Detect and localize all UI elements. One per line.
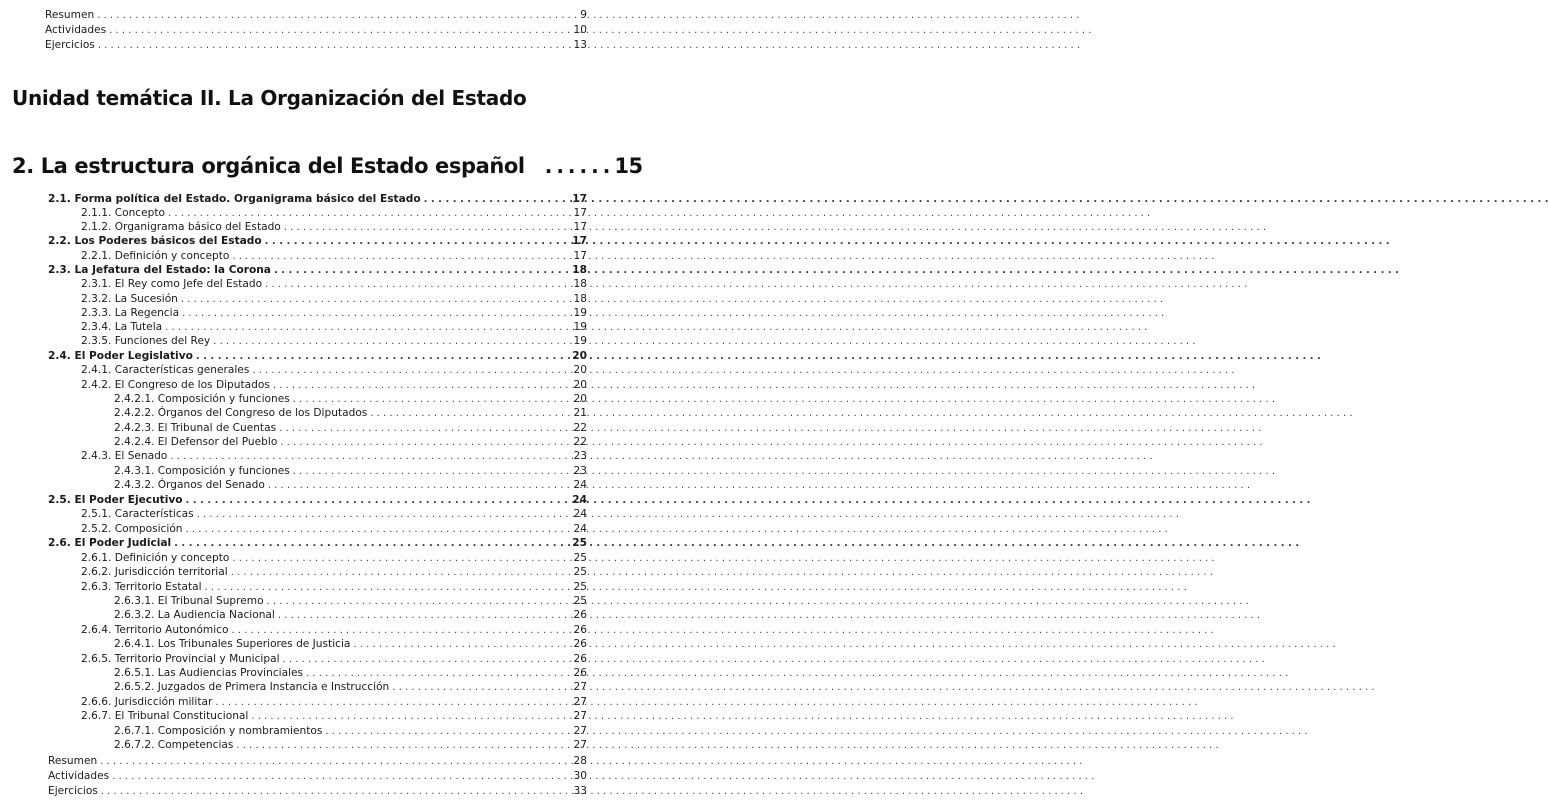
dot-leader — [251, 710, 561, 723]
toc-entry-label: 2.4.3.1. Composición y funciones — [114, 465, 290, 477]
dot-leader — [98, 39, 561, 52]
dot-leader — [213, 335, 561, 348]
dot-leader — [293, 393, 561, 406]
toc-entry-label: Resumen — [45, 9, 95, 21]
toc-entry-label: 2.3. La Jefatura del Estado: la Corona — [48, 264, 271, 276]
toc-entry-page: 18 — [573, 278, 587, 290]
toc-entry-ejercicios-bottom[interactable] — [48, 784, 600, 798]
toc-entry-label: 2.6.3. Territorio Estatal — [81, 581, 202, 593]
toc-entry[interactable] — [114, 637, 600, 651]
toc-entry[interactable] — [114, 464, 600, 478]
toc-entry[interactable] — [81, 623, 600, 637]
toc-entry-page: 27 — [573, 681, 587, 693]
toc-entry[interactable] — [81, 206, 600, 220]
dot-leader — [112, 770, 561, 783]
toc-entry-page: 18 — [572, 264, 587, 276]
toc-entry[interactable] — [48, 263, 600, 277]
toc-entry[interactable] — [81, 449, 600, 463]
toc-entry-page: 23 — [573, 450, 587, 462]
toc-entry-label: Actividades — [48, 770, 110, 782]
toc-entry-page: 27 — [573, 696, 587, 708]
dot-leader — [370, 407, 561, 420]
toc-entry-label: 2.6.5.1. Las Audiencias Provinciales — [114, 667, 304, 679]
toc-entry-label: 2.3.2. La Sucesión — [81, 293, 178, 305]
chapter-page: 15 — [614, 154, 643, 178]
toc-entry[interactable] — [81, 551, 600, 565]
toc-entry-label: 2.3.5. Funciones del Rey — [81, 335, 211, 347]
toc-entry-page: 25 — [573, 595, 587, 607]
toc-entry-label: 2.3.3. La Regencia — [81, 307, 180, 319]
toc-entry-label: 2.6.7. El Tribunal Constitucional — [81, 710, 249, 722]
toc-entry-page: 18 — [573, 293, 587, 305]
toc-entry[interactable] — [81, 306, 600, 320]
toc-entry-page: 24 — [573, 523, 587, 535]
toc-entry-label: 2.6.4. Territorio Autonómico — [81, 624, 229, 636]
toc-entry[interactable] — [114, 594, 600, 608]
toc-entry[interactable] — [81, 220, 600, 234]
toc-entry[interactable] — [114, 666, 600, 680]
toc-entry[interactable] — [81, 580, 600, 594]
toc-entry-label: 2.6.7.1. Composición y nombramientos — [114, 725, 323, 737]
toc-entry-label: 2.4.2.2. Órganos del Congreso de los Diputados — [114, 407, 368, 419]
toc-entry-page: 27 — [573, 710, 587, 722]
toc-entry-label: 2.3.4. La Tutela — [81, 321, 163, 333]
toc-entry-page: 17 — [572, 193, 587, 205]
toc-entry[interactable] — [81, 292, 600, 306]
toc-entry-page: 10 — [573, 24, 587, 36]
toc-entry-page: 25 — [573, 566, 587, 578]
dot-leader — [215, 696, 561, 709]
toc-entry-page: 28 — [573, 755, 587, 767]
toc-entry-label: 2.3.1. El Rey como Jefe del Estado — [81, 278, 263, 290]
dot-leader — [101, 785, 561, 798]
toc-entry-page: 24 — [573, 508, 587, 520]
toc-entry-page: 19 — [573, 307, 587, 319]
toc-entry-page: 27 — [573, 739, 587, 751]
toc-entry[interactable] — [81, 277, 600, 291]
toc-entry[interactable] — [81, 363, 600, 377]
dot-leader — [274, 264, 561, 277]
toc-entry-page: 26 — [573, 638, 587, 650]
toc-entry-page: 17 — [573, 250, 587, 262]
toc-entry-page: 17 — [573, 221, 587, 233]
dot-leader — [170, 450, 561, 463]
toc-entry-label: 2.5.1. Características — [81, 508, 194, 520]
dot-leader — [252, 364, 561, 377]
toc-entry-page: 27 — [573, 725, 587, 737]
dot-leader — [100, 755, 561, 768]
toc-entry-resumen-top[interactable] — [45, 8, 600, 22]
toc-entry-label: 2.6.3.1. El Tribunal Supremo — [114, 595, 264, 607]
toc-entry-label: 2.6.5. Territorio Provincial y Municipal — [81, 653, 280, 665]
toc-entry-label: 2.4.3.2. Órganos del Senado — [114, 479, 265, 491]
toc-entry-actividades-top[interactable] — [45, 23, 600, 37]
toc-entry-page: 26 — [573, 624, 587, 636]
toc-entry-page: 25 — [572, 537, 587, 549]
dot-leader — [182, 307, 561, 320]
dot-leader — [168, 207, 561, 220]
toc-entry[interactable] — [48, 536, 600, 550]
toc-entry-page: 20 — [573, 364, 587, 376]
dot-leader — [268, 479, 561, 492]
toc-entry-label: 2.4.1. Características generales — [81, 364, 250, 376]
dot-leader — [205, 581, 561, 594]
dot-leader — [353, 638, 561, 651]
dot-leader — [280, 436, 561, 449]
toc-entry-page: 22 — [573, 422, 587, 434]
toc-entry-page: 17 — [573, 207, 587, 219]
toc-entry[interactable] — [48, 493, 600, 507]
toc-entry[interactable] — [81, 507, 600, 521]
toc-entry-label: 2.1.1. Concepto — [81, 207, 165, 219]
dot-leader — [109, 24, 561, 37]
toc-entry-ejercicios-top[interactable] — [45, 38, 600, 52]
toc-entry-label: 2.5. El Poder Ejecutivo — [48, 494, 183, 506]
toc-entry-page: 33 — [573, 785, 587, 797]
dot-leader — [174, 537, 561, 550]
dot-leader — [186, 494, 561, 507]
dot-leader — [196, 350, 561, 363]
toc-entry[interactable] — [81, 378, 600, 392]
toc-entry-label: 2.4. El Poder Legislativo — [48, 350, 193, 362]
dot-leader — [278, 609, 561, 622]
dot-leader — [181, 293, 561, 306]
toc-entry-page: 20 — [573, 393, 587, 405]
toc-entry-page: 21 — [573, 407, 587, 419]
chapter-dot-leader: ...... — [544, 154, 615, 178]
toc-entry-page: 26 — [573, 653, 587, 665]
dot-leader — [424, 193, 561, 206]
dot-leader — [273, 379, 561, 392]
dot-leader — [265, 278, 561, 291]
toc-entry-actividades-bottom[interactable] — [48, 769, 600, 783]
dot-leader — [267, 595, 561, 608]
toc-entry-page: 25 — [573, 552, 587, 564]
dot-leader — [293, 465, 561, 478]
dot-leader — [236, 739, 561, 752]
toc-entry-label: 2.6.1. Definición y concepto — [81, 552, 230, 564]
toc-entry-label: 2.4.2.4. El Defensor del Pueblo — [114, 436, 278, 448]
toc-entry[interactable] — [114, 724, 600, 738]
toc-entry-page: 30 — [573, 770, 587, 782]
dot-leader — [284, 221, 561, 234]
toc-entry-page: 26 — [573, 609, 587, 621]
toc-entry-label: 2.1. Forma política del Estado. Organigrama básico del Estado — [48, 193, 421, 205]
dot-leader — [279, 422, 561, 435]
toc-entry-label: 2.6.7.2. Competencias — [114, 739, 234, 751]
dot-leader — [265, 235, 561, 248]
toc-entry-label: 2.4.2.1. Composición y funciones — [114, 393, 290, 405]
toc-entry-label: 2.6.4.1. Los Tribunales Superiores de Justicia — [114, 638, 351, 650]
toc-entry-page: 24 — [573, 479, 587, 491]
toc-entry[interactable] — [114, 435, 600, 449]
toc-entry-label: Actividades — [45, 24, 107, 36]
toc-entry[interactable] — [81, 522, 600, 536]
toc-entry[interactable] — [114, 406, 600, 420]
dot-leader — [232, 624, 562, 637]
toc-entry-label: 2.2.1. Definición y concepto — [81, 250, 230, 262]
toc-entry-label: 2.1.2. Organigrama básico del Estado — [81, 221, 281, 233]
toc-entry-page: 25 — [573, 581, 587, 593]
toc-entry[interactable] — [81, 709, 600, 723]
toc-entry[interactable] — [81, 652, 600, 666]
toc-entry-page: 23 — [573, 465, 587, 477]
dot-leader — [165, 321, 561, 334]
unit-title: Unidad temática II. La Organización del Estado — [12, 86, 527, 110]
toc-entry-label: 2.4.3. El Senado — [81, 450, 168, 462]
toc-entry[interactable] — [114, 392, 600, 406]
toc-entry-label: Ejercicios — [45, 39, 95, 51]
toc-entry[interactable] — [48, 192, 600, 206]
toc-entry[interactable] — [114, 680, 600, 694]
dot-leader — [197, 508, 561, 521]
toc-entry-label: 2.5.2. Composición — [81, 523, 183, 535]
toc-entry-page: 22 — [573, 436, 587, 448]
toc-entry[interactable] — [114, 478, 600, 492]
toc-entry-page: 26 — [573, 667, 587, 679]
toc-entry-label: 2.6.6. Jurisdicción militar — [81, 696, 213, 708]
dot-leader — [283, 653, 561, 666]
toc-entry-page: 20 — [572, 350, 587, 362]
toc-entry[interactable] — [114, 608, 600, 622]
toc-entry-label: 2.6.3.2. La Audiencia Nacional — [114, 609, 275, 621]
dot-leader — [97, 9, 561, 22]
toc-entry-page: 19 — [573, 321, 587, 333]
dot-leader — [232, 552, 561, 565]
toc-entry-label: Resumen — [48, 755, 98, 767]
toc-entry-label: 2.6.5.2. Juzgados de Primera Instancia e Instrucción — [114, 681, 390, 693]
toc-entry-resumen-bottom[interactable] — [48, 754, 600, 768]
toc-entry-page: 24 — [572, 494, 587, 506]
dot-leader — [325, 725, 561, 738]
toc-entry-label: 2.4.2.3. El Tribunal de Cuentas — [114, 422, 277, 434]
toc-entry-label: 2.4.2. El Congreso de los Diputados — [81, 379, 270, 391]
dot-leader — [186, 523, 561, 536]
toc-entry-page: 19 — [573, 335, 587, 347]
toc-entry-page: 9 — [580, 9, 587, 21]
chapter-heading[interactable] — [12, 150, 643, 178]
toc-entry[interactable] — [81, 334, 600, 348]
toc-entry-label: Ejercicios — [48, 785, 98, 797]
toc-entry-page: 13 — [573, 39, 587, 51]
toc-entry[interactable] — [48, 234, 600, 248]
toc-entry[interactable] — [81, 320, 600, 334]
toc-entry-label: 2.6. El Poder Judicial — [48, 537, 172, 549]
toc-entry-page: 20 — [573, 379, 587, 391]
toc-entry[interactable] — [114, 738, 600, 752]
dot-leader — [306, 667, 561, 680]
toc-entry-label: 2.2. Los Poderes básicos del Estado — [48, 235, 262, 247]
dot-leader — [392, 681, 561, 694]
toc-entry-label: 2.6.2. Jurisdicción territorial — [81, 566, 228, 578]
toc-entry[interactable] — [81, 565, 600, 579]
dot-leader — [231, 566, 561, 579]
toc-entry-page: 17 — [572, 235, 587, 247]
toc-entry[interactable] — [81, 695, 600, 709]
toc-entry[interactable] — [81, 249, 600, 263]
toc-entry[interactable] — [114, 421, 600, 435]
toc-entry[interactable] — [48, 349, 600, 363]
dot-leader — [232, 250, 561, 263]
chapter-label: 2. La estructura orgánica del Estado español — [12, 154, 525, 178]
